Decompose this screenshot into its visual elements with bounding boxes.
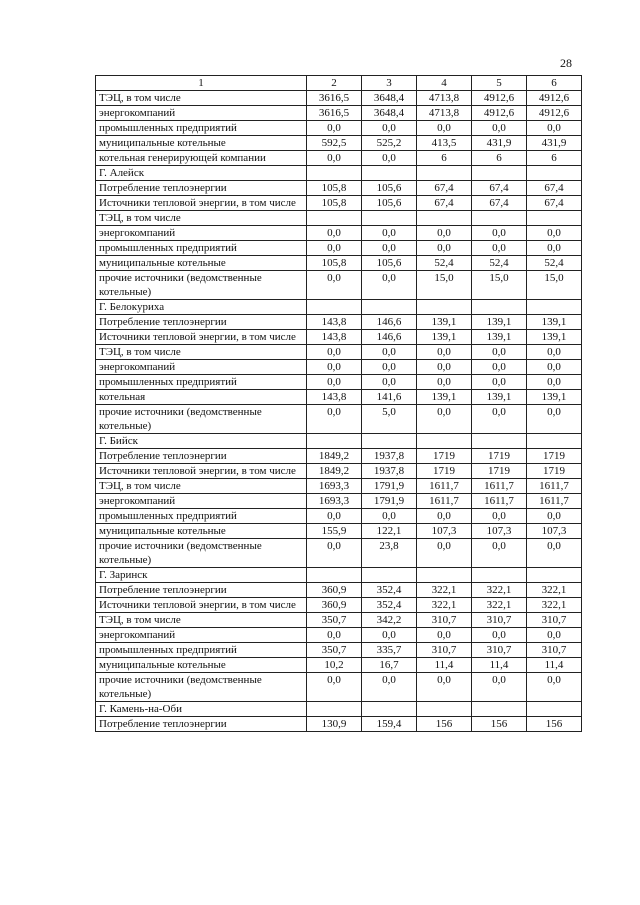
value-cell: 67,4: [472, 196, 527, 211]
table-row: [96, 494, 582, 509]
row-label-cell: промышленных предприятий: [96, 121, 307, 136]
row-label-cell: Г. Бийск: [96, 434, 307, 449]
value-cell: 322,1: [527, 583, 582, 598]
value-cell: 107,3: [417, 524, 472, 539]
value-cell: 322,1: [417, 583, 472, 598]
value-cell: [307, 211, 362, 226]
value-cell: [362, 166, 417, 181]
value-cell: 0,0: [417, 226, 472, 241]
row-label-cell: энергокомпаний: [96, 494, 307, 509]
row-label-cell: ТЭЦ, в том числе: [96, 613, 307, 628]
row-label-cell: прочие источники (ведомственные котельные): [96, 539, 307, 568]
value-cell: 107,3: [527, 524, 582, 539]
value-cell: 11,4: [417, 658, 472, 673]
value-cell: 413,5: [417, 136, 472, 151]
row-label-cell: Г. Камень-на-Оби: [96, 702, 307, 717]
value-cell: 143,8: [307, 330, 362, 345]
value-cell: 0,0: [472, 673, 527, 702]
value-cell: 322,1: [527, 598, 582, 613]
value-cell: 431,9: [472, 136, 527, 151]
row-label-cell: муниципальные котельные: [96, 256, 307, 271]
value-cell: 0,0: [362, 121, 417, 136]
value-cell: 130,9: [307, 717, 362, 732]
value-cell: 143,8: [307, 315, 362, 330]
row-label-cell: котельная генерирующей компании: [96, 151, 307, 166]
value-cell: [527, 434, 582, 449]
value-cell: 0,0: [417, 539, 472, 568]
value-cell: 1937,8: [362, 464, 417, 479]
value-cell: 1611,7: [472, 479, 527, 494]
value-cell: [472, 211, 527, 226]
value-cell: 159,4: [362, 717, 417, 732]
value-cell: 156: [472, 717, 527, 732]
row-label-cell: Источники тепловой энергии, в том числе: [96, 196, 307, 211]
value-cell: 139,1: [472, 390, 527, 405]
value-cell: 0,0: [362, 673, 417, 702]
value-cell: 105,8: [307, 196, 362, 211]
value-cell: 3648,4: [362, 91, 417, 106]
table-header-row: [96, 76, 582, 91]
table-row: [96, 166, 582, 181]
value-cell: 1849,2: [307, 464, 362, 479]
value-cell: [307, 300, 362, 315]
value-cell: [527, 702, 582, 717]
value-cell: 4912,6: [472, 106, 527, 121]
row-label-cell: промышленных предприятий: [96, 643, 307, 658]
value-cell: 1611,7: [527, 494, 582, 509]
row-label-cell: муниципальные котельные: [96, 136, 307, 151]
value-cell: 105,6: [362, 181, 417, 196]
table-row: [96, 479, 582, 494]
value-cell: 0,0: [472, 226, 527, 241]
value-cell: 0,0: [527, 539, 582, 568]
value-cell: 67,4: [527, 181, 582, 196]
value-cell: 1719: [417, 449, 472, 464]
table-row: [96, 300, 582, 315]
value-cell: 67,4: [527, 196, 582, 211]
value-cell: [417, 702, 472, 717]
value-cell: 1611,7: [527, 479, 582, 494]
row-label-cell: котельная: [96, 390, 307, 405]
value-cell: 139,1: [527, 390, 582, 405]
value-cell: [362, 568, 417, 583]
value-cell: 350,7: [307, 643, 362, 658]
value-cell: 352,4: [362, 598, 417, 613]
value-cell: 1849,2: [307, 449, 362, 464]
header-cell: 1: [96, 76, 307, 91]
row-label-cell: промышленных предприятий: [96, 375, 307, 390]
table-row: [96, 583, 582, 598]
value-cell: 139,1: [417, 330, 472, 345]
value-cell: 0,0: [472, 121, 527, 136]
table-row: [96, 405, 582, 434]
value-cell: 139,1: [417, 315, 472, 330]
row-label-cell: прочие источники (ведомственные котельные): [96, 405, 307, 434]
table-row: [96, 211, 582, 226]
value-cell: 0,0: [417, 345, 472, 360]
value-cell: 0,0: [527, 405, 582, 434]
value-cell: 6: [417, 151, 472, 166]
value-cell: 0,0: [307, 151, 362, 166]
value-cell: 350,7: [307, 613, 362, 628]
value-cell: 11,4: [472, 658, 527, 673]
value-cell: 3648,4: [362, 106, 417, 121]
row-label-cell: прочие источники (ведомственные котельные): [96, 271, 307, 300]
value-cell: 67,4: [417, 181, 472, 196]
table-row: [96, 241, 582, 256]
value-cell: 156: [527, 717, 582, 732]
table-row: [96, 658, 582, 673]
value-cell: 156: [417, 717, 472, 732]
value-cell: 23,8: [362, 539, 417, 568]
row-label-cell: энергокомпаний: [96, 226, 307, 241]
header-cell: 6: [527, 76, 582, 91]
header-cell: 4: [417, 76, 472, 91]
value-cell: 105,8: [307, 256, 362, 271]
value-cell: [417, 434, 472, 449]
value-cell: 0,0: [307, 226, 362, 241]
value-cell: [417, 211, 472, 226]
row-label-cell: муниципальные котельные: [96, 524, 307, 539]
value-cell: 431,9: [527, 136, 582, 151]
row-label-cell: ТЭЦ, в том числе: [96, 91, 307, 106]
value-cell: 0,0: [362, 345, 417, 360]
row-label-cell: энергокомпаний: [96, 106, 307, 121]
row-label-cell: ТЭЦ, в том числе: [96, 211, 307, 226]
row-label-cell: муниципальные котельные: [96, 658, 307, 673]
value-cell: [417, 568, 472, 583]
value-cell: 16,7: [362, 658, 417, 673]
value-cell: 0,0: [362, 628, 417, 643]
value-cell: 6: [472, 151, 527, 166]
table-row: [96, 673, 582, 702]
value-cell: 3616,5: [307, 91, 362, 106]
value-cell: 0,0: [307, 405, 362, 434]
header-cell: 5: [472, 76, 527, 91]
row-label-cell: Г. Белокуриха: [96, 300, 307, 315]
value-cell: 0,0: [307, 271, 362, 300]
table-row: [96, 598, 582, 613]
value-cell: 15,0: [472, 271, 527, 300]
value-cell: 1693,3: [307, 494, 362, 509]
value-cell: 525,2: [362, 136, 417, 151]
value-cell: 0,0: [472, 360, 527, 375]
value-cell: [472, 434, 527, 449]
value-cell: 310,7: [417, 613, 472, 628]
value-cell: 1791,9: [362, 479, 417, 494]
value-cell: [362, 434, 417, 449]
value-cell: [472, 166, 527, 181]
row-label-cell: промышленных предприятий: [96, 241, 307, 256]
table-row: [96, 256, 582, 271]
value-cell: 0,0: [417, 509, 472, 524]
value-cell: 0,0: [472, 628, 527, 643]
table-body: [96, 76, 582, 732]
value-cell: 11,4: [527, 658, 582, 673]
value-cell: 0,0: [527, 360, 582, 375]
value-cell: 1611,7: [417, 479, 472, 494]
value-cell: 143,8: [307, 390, 362, 405]
value-cell: 322,1: [417, 598, 472, 613]
value-cell: 10,2: [307, 658, 362, 673]
value-cell: 107,3: [472, 524, 527, 539]
value-cell: 0,0: [307, 241, 362, 256]
value-cell: 0,0: [307, 375, 362, 390]
table-row: [96, 568, 582, 583]
value-cell: 360,9: [307, 583, 362, 598]
row-label-cell: ТЭЦ, в том числе: [96, 479, 307, 494]
value-cell: 310,7: [472, 613, 527, 628]
row-label-cell: Источники тепловой энергии, в том числе: [96, 330, 307, 345]
value-cell: 4912,6: [527, 106, 582, 121]
value-cell: 1719: [472, 449, 527, 464]
value-cell: 0,0: [472, 539, 527, 568]
value-cell: 322,1: [472, 583, 527, 598]
value-cell: 0,0: [527, 375, 582, 390]
value-cell: 1719: [527, 449, 582, 464]
table-row: [96, 121, 582, 136]
value-cell: 342,2: [362, 613, 417, 628]
value-cell: 1611,7: [417, 494, 472, 509]
value-cell: 139,1: [527, 330, 582, 345]
value-cell: 310,7: [527, 643, 582, 658]
value-cell: 360,9: [307, 598, 362, 613]
value-cell: 0,0: [417, 673, 472, 702]
value-cell: 0,0: [417, 405, 472, 434]
value-cell: [472, 300, 527, 315]
value-cell: 0,0: [362, 241, 417, 256]
row-label-cell: ТЭЦ, в том числе: [96, 345, 307, 360]
value-cell: [362, 300, 417, 315]
value-cell: 0,0: [307, 345, 362, 360]
value-cell: [417, 300, 472, 315]
value-cell: 0,0: [527, 628, 582, 643]
table-row: [96, 330, 582, 345]
table-row: [96, 390, 582, 405]
value-cell: 310,7: [527, 613, 582, 628]
value-cell: 0,0: [362, 226, 417, 241]
table-row: [96, 449, 582, 464]
value-cell: 139,1: [472, 315, 527, 330]
value-cell: [362, 211, 417, 226]
table-row: [96, 360, 582, 375]
row-label-cell: Потребление теплоэнергии: [96, 449, 307, 464]
value-cell: 310,7: [417, 643, 472, 658]
value-cell: [307, 702, 362, 717]
value-cell: [307, 434, 362, 449]
page-number: 28: [560, 56, 572, 70]
value-cell: 0,0: [362, 509, 417, 524]
value-cell: 4912,6: [527, 91, 582, 106]
table-row: [96, 702, 582, 717]
value-cell: 322,1: [472, 598, 527, 613]
value-cell: 592,5: [307, 136, 362, 151]
value-cell: 0,0: [417, 121, 472, 136]
table-row: [96, 643, 582, 658]
value-cell: 141,6: [362, 390, 417, 405]
value-cell: 310,7: [472, 643, 527, 658]
value-cell: 0,0: [527, 241, 582, 256]
value-cell: 0,0: [307, 121, 362, 136]
row-label-cell: Г. Алейск: [96, 166, 307, 181]
table-row: [96, 181, 582, 196]
table-row: [96, 434, 582, 449]
value-cell: 0,0: [362, 360, 417, 375]
value-cell: 0,0: [527, 121, 582, 136]
value-cell: 0,0: [307, 628, 362, 643]
value-cell: 0,0: [527, 509, 582, 524]
table-row: [96, 106, 582, 121]
value-cell: 0,0: [307, 509, 362, 524]
value-cell: 139,1: [417, 390, 472, 405]
table-row: [96, 613, 582, 628]
value-cell: 0,0: [307, 539, 362, 568]
table-row: [96, 151, 582, 166]
value-cell: 15,0: [527, 271, 582, 300]
value-cell: 0,0: [417, 360, 472, 375]
data-table: [95, 75, 582, 732]
header-cell: 2: [307, 76, 362, 91]
table-row: [96, 91, 582, 106]
value-cell: 0,0: [472, 241, 527, 256]
table-row: [96, 345, 582, 360]
value-cell: 0,0: [307, 360, 362, 375]
value-cell: 52,4: [527, 256, 582, 271]
value-cell: [472, 568, 527, 583]
value-cell: 0,0: [362, 375, 417, 390]
row-label-cell: Г. Заринск: [96, 568, 307, 583]
value-cell: 0,0: [472, 509, 527, 524]
table-row: [96, 271, 582, 300]
row-label-cell: Источники тепловой энергии, в том числе: [96, 598, 307, 613]
value-cell: 0,0: [417, 241, 472, 256]
value-cell: 122,1: [362, 524, 417, 539]
value-cell: 0,0: [472, 345, 527, 360]
table-row: [96, 464, 582, 479]
value-cell: 1693,3: [307, 479, 362, 494]
value-cell: 52,4: [417, 256, 472, 271]
value-cell: 105,6: [362, 196, 417, 211]
value-cell: 0,0: [527, 345, 582, 360]
row-label-cell: Потребление теплоэнергии: [96, 181, 307, 196]
value-cell: 105,6: [362, 256, 417, 271]
value-cell: 146,6: [362, 330, 417, 345]
value-cell: 139,1: [527, 315, 582, 330]
value-cell: 352,4: [362, 583, 417, 598]
value-cell: 1791,9: [362, 494, 417, 509]
value-cell: 155,9: [307, 524, 362, 539]
row-label-cell: Потребление теплоэнергии: [96, 717, 307, 732]
value-cell: [417, 166, 472, 181]
value-cell: [527, 211, 582, 226]
row-label-cell: энергокомпаний: [96, 628, 307, 643]
table-row: [96, 196, 582, 211]
value-cell: [527, 568, 582, 583]
table-row: [96, 524, 582, 539]
value-cell: 67,4: [472, 181, 527, 196]
value-cell: 1719: [527, 464, 582, 479]
value-cell: 4713,8: [417, 91, 472, 106]
table-row: [96, 136, 582, 151]
value-cell: 1719: [472, 464, 527, 479]
row-label-cell: промышленных предприятий: [96, 509, 307, 524]
value-cell: [307, 166, 362, 181]
table-row: [96, 628, 582, 643]
table-row: [96, 717, 582, 732]
value-cell: 0,0: [527, 226, 582, 241]
value-cell: 67,4: [417, 196, 472, 211]
value-cell: 0,0: [472, 405, 527, 434]
row-label-cell: Потребление теплоэнергии: [96, 315, 307, 330]
value-cell: 335,7: [362, 643, 417, 658]
value-cell: 0,0: [362, 151, 417, 166]
value-cell: 52,4: [472, 256, 527, 271]
value-cell: 0,0: [417, 628, 472, 643]
value-cell: 0,0: [527, 673, 582, 702]
value-cell: [472, 702, 527, 717]
value-cell: 0,0: [472, 375, 527, 390]
row-label-cell: Потребление теплоэнергии: [96, 583, 307, 598]
row-label-cell: прочие источники (ведомственные котельные): [96, 673, 307, 702]
value-cell: 15,0: [417, 271, 472, 300]
value-cell: [527, 300, 582, 315]
value-cell: 1937,8: [362, 449, 417, 464]
value-cell: 5,0: [362, 405, 417, 434]
table-row: [96, 539, 582, 568]
value-cell: [362, 702, 417, 717]
value-cell: 4713,8: [417, 106, 472, 121]
row-label-cell: энергокомпаний: [96, 360, 307, 375]
value-cell: 105,8: [307, 181, 362, 196]
table-row: [96, 509, 582, 524]
table-row: [96, 315, 582, 330]
value-cell: 3616,5: [307, 106, 362, 121]
header-cell: 3: [362, 76, 417, 91]
value-cell: 0,0: [417, 375, 472, 390]
table-row: [96, 375, 582, 390]
table-row: [96, 226, 582, 241]
value-cell: 6: [527, 151, 582, 166]
value-cell: 4912,6: [472, 91, 527, 106]
value-cell: 139,1: [472, 330, 527, 345]
value-cell: [307, 568, 362, 583]
value-cell: 1611,7: [472, 494, 527, 509]
row-label-cell: Источники тепловой энергии, в том числе: [96, 464, 307, 479]
value-cell: 0,0: [307, 673, 362, 702]
value-cell: [527, 166, 582, 181]
value-cell: 146,6: [362, 315, 417, 330]
value-cell: 0,0: [362, 271, 417, 300]
value-cell: 1719: [417, 464, 472, 479]
